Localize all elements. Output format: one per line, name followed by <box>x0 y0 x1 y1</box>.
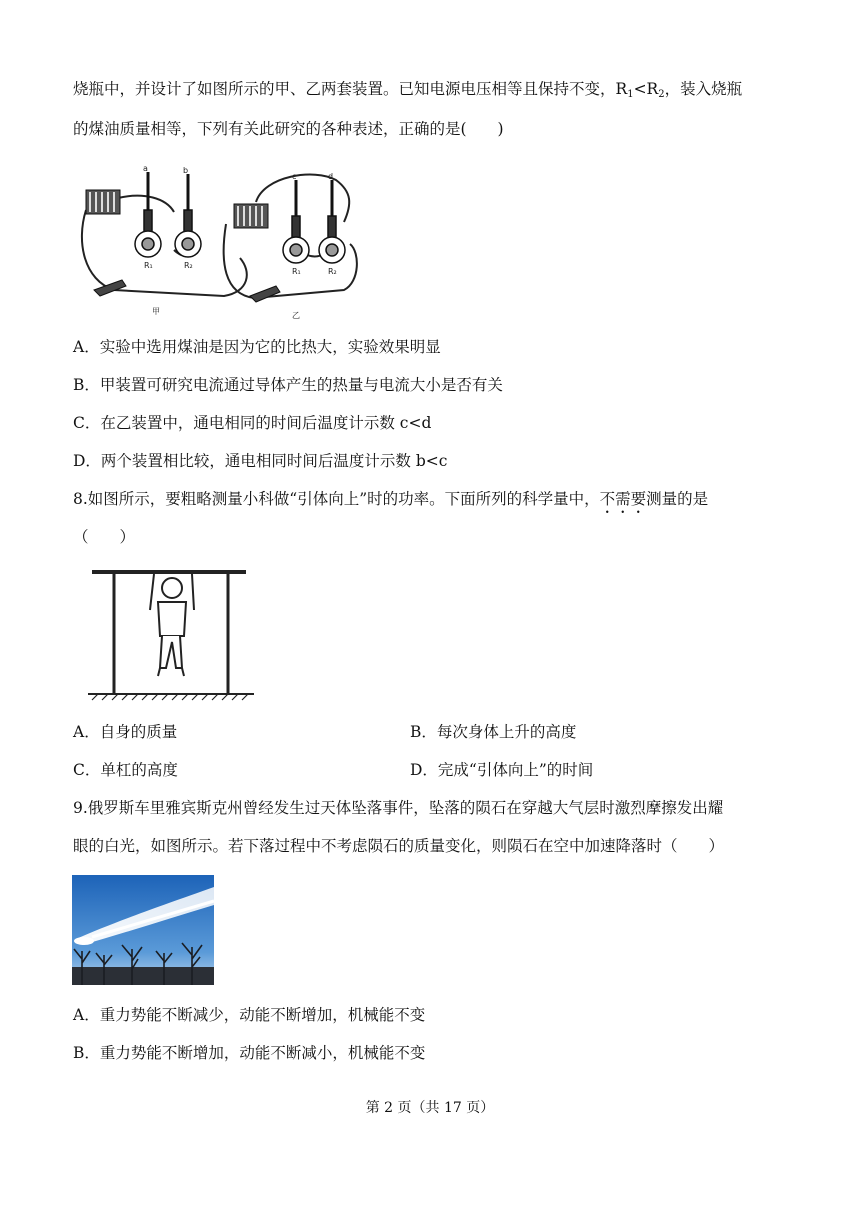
caption-jia: 甲 <box>152 307 160 316</box>
q7-stem-text-a: 烧瓶中，并设计了如图所示的甲、乙两套装置。已知电源电压相等且保持不变，R <box>73 80 628 98</box>
q8-option-c: C．单杠的高度 <box>73 761 178 779</box>
q9-stem-line2: 眼的白光，如图所示。若下落过程中不考虑陨石的质量变化，则陨石在空中加速降落时（ ） <box>73 837 725 855</box>
q7-option-d: D．两个装置相比较，通电相同时间后温度计示数 b<c <box>73 452 448 470</box>
q9-stem-line1: 9.俄罗斯车里雅宾斯克州曾经发生过天体坠落事件，坠落的陨石在穿越大气层时激烈摩擦发出耀 <box>73 799 724 817</box>
resistor-label-r2-left: R₂ <box>184 261 193 270</box>
q8-emphasis-text: 不需要 <box>599 490 647 508</box>
probe-label-d: d <box>328 172 334 181</box>
q8-stem-text-b: 测量的是 <box>646 490 709 508</box>
less-than-r: <R <box>633 80 659 98</box>
q8-option-a: A．自身的质量 <box>73 723 178 741</box>
q9-option-b: B．重力势能不断增加，动能不断减小，机械能不变 <box>73 1044 426 1062</box>
q8-option-b: B．每次身体上升的高度 <box>410 723 577 741</box>
probe-label-c: c <box>292 172 297 181</box>
q8-stem-line1 <box>73 488 800 517</box>
resistor-label-r1-right: R₁ <box>292 267 301 276</box>
q7-option-a: A．实验中选用煤油是因为它的比热大，实验效果明显 <box>73 338 441 356</box>
q9-option-a: A．重力势能不断减少，动能不断增加，机械能不变 <box>73 1006 426 1024</box>
q8-stem-text-a: 8.如图所示，要粗略测量小科做“引体向上”时的功率。下面所列的科学量中， <box>73 490 600 508</box>
q9-meteor-photo <box>72 875 214 985</box>
caption-yi: 乙 <box>292 311 300 320</box>
probe-label-a: a <box>143 164 148 173</box>
q7-option-b: B．甲装置可研究电流通过导体产生的热量与电流大小是否有关 <box>73 376 503 394</box>
q8-pullup-figure <box>88 562 256 702</box>
r2-subscript: 2 <box>658 89 665 100</box>
q7-option-c: C．在乙装置中，通电相同的时间后温度计示数 c<d <box>73 414 432 432</box>
r1-subscript: 1 <box>627 89 634 100</box>
probe-label-b: b <box>183 166 189 175</box>
q7-stem-text-b: ，装入烧瓶 <box>664 80 743 98</box>
q7-stem-line1 <box>73 78 800 106</box>
q7-stem-line2: 的煤油质量相等，下列有关此研究的各种表述，正确的是( ) <box>73 120 504 138</box>
q8-option-d: D．完成“引体向上”的时间 <box>410 761 594 779</box>
resistor-label-r2-right: R₂ <box>328 267 337 276</box>
q7-circuit-figure <box>74 162 364 320</box>
battery-left <box>86 190 120 214</box>
page-footer: 第 2 页（共 17 页） <box>365 1100 495 1116</box>
resistor-label-r1-left: R₁ <box>144 261 153 270</box>
battery-right <box>234 204 268 228</box>
q8-stem-line2: （ ） <box>73 528 136 546</box>
